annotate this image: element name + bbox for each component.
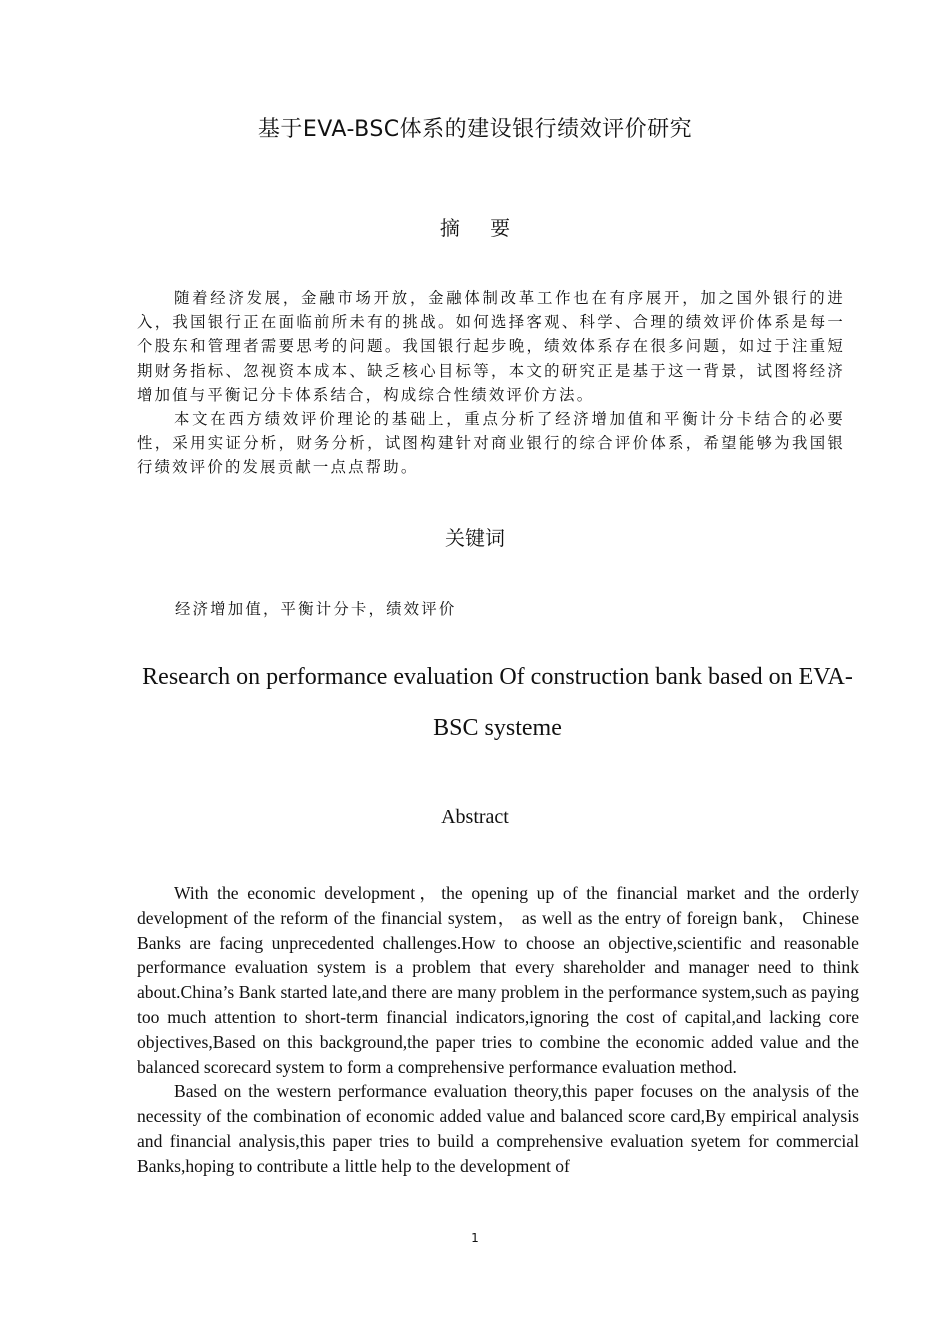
chinese-abstract-paragraph: 本文在西方绩效评价理论的基础上，重点分析了经济增加值和平衡计分卡结合的必要性，采用实证分析，财务分析，试图构建针对商业银行的综合评价体系，希望能够为我国银行绩效评价的发展贡献一点点帮助。 xyxy=(137,410,845,477)
chinese-title: 基于EVA-BSC体系的建设银行绩效评价研究 xyxy=(257,117,693,142)
english-abstract-paragraph: With the economic development，the opening up of the financial market and the orderly development of the reform of the financial system， as well as the entry of foreign bank， Chinese Banks are facing unprecedented challenges.How to choose an objective,scientific and reasonable performance evaluation system is a problem that every shareholder and manager need to think about.China’s Bank started late,and there are many problem in the performance system,such as paying too much attention to short-term financial indicators,ignoring the cost of capital,and lacking core objectives,Based on this background,the paper tries to combine the economic added value and the balanced scorecard system to form a comprehensive performance evaluation method. xyxy=(137,883,859,1077)
chinese-abstract-paragraph: 随着经济发展，金融市场开放，金融体制改革工作也在有序展开，加之国外银行的进入，我国银行正在面临前所未有的挑战。如何选择客观、科学、合理的绩效评价体系是每一个股东和管理者需要思考的问题。我国银行起步晚，绩效体系存在很多问题，如过于注重短期财务指标、忽视资本成本、缺乏核心目标等，本文的研究正是基于这一背景，试图将经济增加值与平衡记分卡体系结合，构成综合性绩效评价方法。 xyxy=(137,289,845,404)
english-title: Research on performance evaluation Of construction bank based on EVA-BSC systeme xyxy=(142,664,853,741)
page-number: 1 xyxy=(471,1231,479,1245)
chinese-abstract-heading: 摘 要 xyxy=(439,216,523,240)
english-abstract-paragraph: Based on the western performance evaluation theory,this paper focuses on the analysis of the necessity of the combination of economic added value and balanced score card,By empirical analysis and financial analysis,this paper tries to build a comprehensive evaluation syetem for commercial Banks,hoping to contribute a little help to the development of xyxy=(137,1081,859,1176)
chinese-keywords-heading: 关键词 xyxy=(445,526,505,550)
english-abstract-body xyxy=(137,881,859,1179)
chinese-abstract-body xyxy=(137,286,845,480)
english-abstract-heading: Abstract xyxy=(441,806,509,828)
chinese-keywords: 经济增加值，平衡计分卡，绩效评价 xyxy=(175,600,457,618)
